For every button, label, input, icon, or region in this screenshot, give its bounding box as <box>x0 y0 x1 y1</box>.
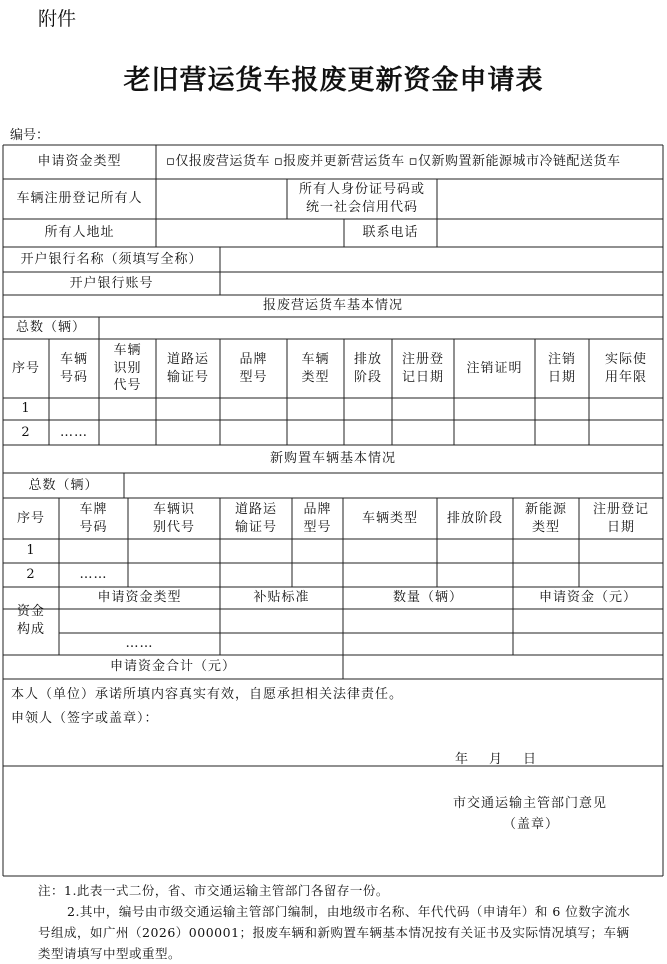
new-column-header: 新能源 类型 <box>524 501 567 535</box>
scrap-column-header: 排放 阶段 <box>353 351 382 385</box>
bank-account-field[interactable] <box>220 272 663 295</box>
seal-label: （盖章） <box>503 817 560 832</box>
declaration-statement: 本人（单位）承诺所填内容真实有效，自愿承担相关法律责任。 <box>11 687 404 702</box>
id-code-field[interactable] <box>437 179 663 219</box>
scrap-column-header: 序号 <box>11 360 40 376</box>
scrap-column-header: 道路运 输证号 <box>166 351 209 385</box>
footnote-2: 2.其中，编号由市级交通运输主管部门编制，由地级市名称、年代代码（申请年）和 6 位数字流水号组成，如广州（2026）000001；报废车辆和新购置车辆基本情况按有关证书及实际情况填写；车辆类型请填写中型或重型。 <box>38 904 631 961</box>
scrap-column-header: 注销证明 <box>466 360 523 376</box>
new-column-header: 注册登记 日期 <box>592 501 649 535</box>
serial-number-label: 编号： <box>10 128 50 143</box>
scrap-total-label: 总数（辆） <box>15 320 86 336</box>
phone-field[interactable] <box>437 219 663 247</box>
bank-account-label: 开户银行账号 <box>69 275 154 291</box>
new-column-header: 排放阶段 <box>446 510 503 526</box>
funding-header-quantity: 数量（辆） <box>392 590 463 606</box>
new-column-header: 品牌 型号 <box>303 501 332 535</box>
scrap-row-number: 1 <box>21 401 31 417</box>
new-section-title: 新购置车辆基本情况 <box>269 451 396 467</box>
owner-label: 车辆注册登记所有人 <box>16 191 143 207</box>
new-row-number: 2 <box>26 567 36 583</box>
checkbox-icon[interactable]: ▫ <box>408 154 418 170</box>
attachment-label: 附件 <box>38 8 77 30</box>
declaration-date: 年 月 日 <box>455 752 541 767</box>
footnotes <box>38 880 638 964</box>
applicant-signature-label: 申领人（签字或盖章）： <box>11 711 159 726</box>
address-field[interactable] <box>156 219 344 247</box>
form-title: 老旧营运货车报废更新资金申请表 <box>123 65 544 96</box>
bank-name-label: 开户银行名称（须填写全称） <box>20 251 203 267</box>
footnote-1: 注：1.此表一式二份，省、市交通运输主管部门各留存一份。 <box>38 883 389 898</box>
new-row-number: 1 <box>26 543 36 559</box>
scrap-column-header: 注册登 记日期 <box>401 351 444 385</box>
scrap-section-title: 报废营运货车基本情况 <box>262 298 403 314</box>
bank-name-field[interactable] <box>220 247 663 272</box>
scrap-column-header: 车辆 类型 <box>301 351 330 385</box>
checkbox-icon[interactable]: ▫ <box>273 154 284 170</box>
fund-option-scrap-only: 仅报废营运货车 <box>175 154 270 170</box>
scrap-column-header: 车辆 号码 <box>59 351 88 385</box>
new-column-header: 车辆类型 <box>361 510 418 526</box>
fund-option-new-ev-cold-chain: 仅新购置新能源城市冷链配送货车 <box>417 154 621 170</box>
funding-header-type: 申请资金类型 <box>97 590 182 606</box>
new-column-header: 车牌 号码 <box>79 501 108 535</box>
new-column-header: 车辆识 别代号 <box>152 501 195 535</box>
scrap-column-header: 品牌 型号 <box>239 351 268 385</box>
funding-header-amount: 申请资金（元） <box>538 590 637 606</box>
checkbox-icon[interactable]: ▫ <box>166 154 176 170</box>
phone-label: 联系电话 <box>362 225 419 241</box>
new-column-header: 道路运 输证号 <box>234 501 277 535</box>
funding-header-standard: 补贴标准 <box>253 590 310 606</box>
scrap-column-header: 实际使 用年限 <box>604 351 647 385</box>
transport-authority-opinion: 市交通运输主管部门意见 <box>453 796 608 811</box>
id-code-label: 所有人身份证号码或 统一社会信用代码 <box>298 182 425 215</box>
owner-field[interactable] <box>156 179 287 219</box>
new-total-label: 总数（辆） <box>28 477 99 493</box>
new-total-field[interactable] <box>124 473 663 498</box>
scrap-column-header: 注销 日期 <box>547 351 576 385</box>
scrap-row-number: 2 <box>21 424 31 440</box>
fund-type-label: 申请资金类型 <box>37 154 122 170</box>
funding-total-field[interactable] <box>343 655 663 679</box>
funding-row-ellipsis: …… <box>125 636 154 652</box>
new-row-ellipsis: …… <box>79 567 108 583</box>
scrap-row-ellipsis: …… <box>60 424 88 440</box>
funding-total-label: 申请资金合计（元） <box>109 659 236 675</box>
fund-type-options[interactable] <box>166 145 660 179</box>
scrap-total-field[interactable] <box>99 317 663 339</box>
new-column-header: 序号 <box>16 510 45 526</box>
address-label: 所有人地址 <box>44 225 115 241</box>
funding-label: 资金 构成 <box>16 604 45 637</box>
fund-option-scrap-and-renew: 报废并更新营运货车 <box>283 154 405 170</box>
scrap-column-header: 车辆 识别 代号 <box>113 343 142 394</box>
